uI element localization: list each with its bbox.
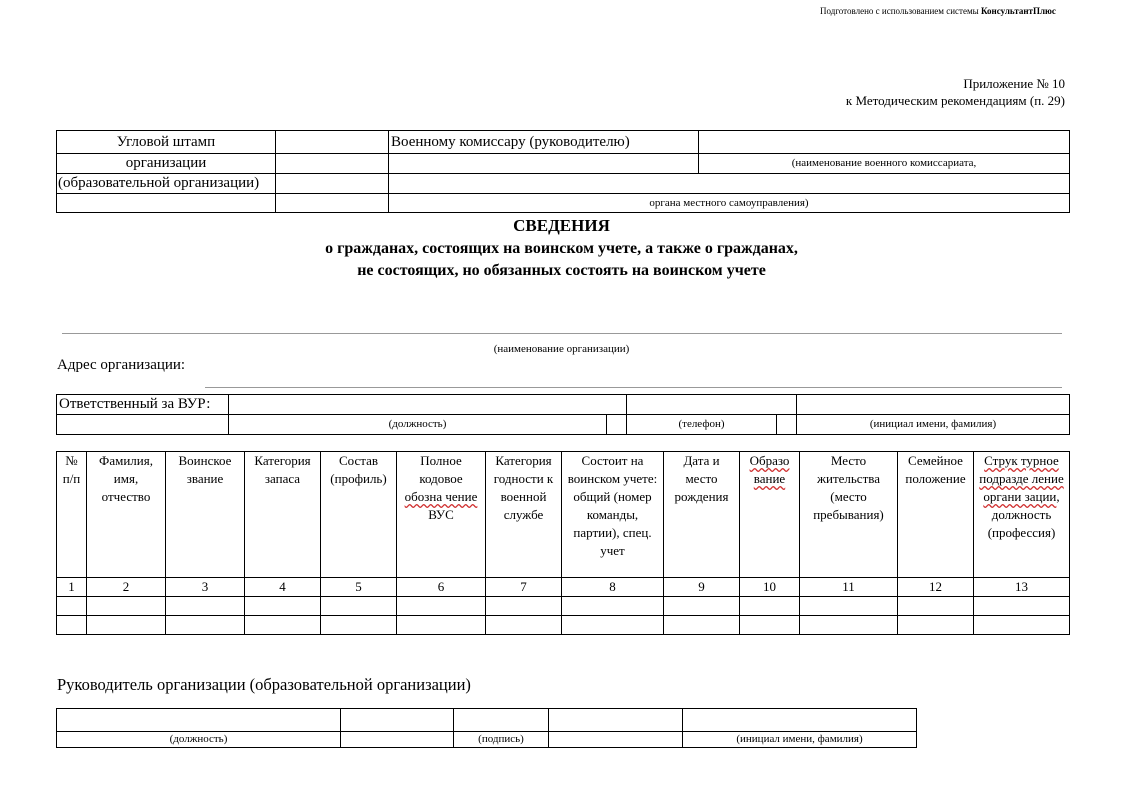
stamp-table (56, 130, 1070, 213)
header-row (57, 452, 1070, 578)
col-header-1: № п/п (57, 452, 87, 578)
director-label: Руководитель организации (образовательной организации) (57, 675, 471, 694)
col-number: 1 (57, 578, 87, 597)
director-blank-cell (341, 732, 454, 748)
table-row (57, 597, 1070, 616)
responsible-blank-cell (777, 415, 797, 435)
table-cell[interactable] (664, 616, 740, 635)
table-cell[interactable] (974, 616, 1070, 635)
col-number: 10 (740, 578, 800, 597)
col-header-5: Состав (профиль) (321, 452, 397, 578)
col-header-9: Дата и место рождения (664, 452, 740, 578)
director-position-field[interactable] (57, 709, 341, 732)
local-government-hint: органа местного самоуправления) (389, 194, 1070, 213)
col-number: 11 (800, 578, 898, 597)
table-cell[interactable] (166, 616, 245, 635)
stamp-blank-cell (276, 174, 389, 194)
table-cell[interactable] (57, 616, 87, 635)
table-cell[interactable] (898, 597, 974, 616)
table-cell[interactable] (800, 616, 898, 635)
col-number: 13 (974, 578, 1070, 597)
col-number: 9 (664, 578, 740, 597)
prepared-by-line (820, 6, 1056, 16)
col-header-7: Категория годности к военной службе (486, 452, 562, 578)
responsible-phone-field[interactable] (627, 395, 797, 415)
table-cell[interactable] (898, 616, 974, 635)
prepared-by-prefix: Подготовлено с использованием системы (820, 6, 981, 16)
table-cell[interactable] (245, 597, 321, 616)
commissariat-hint: (наименование военного комиссариата, (699, 154, 1070, 174)
director-blank-cell (549, 732, 683, 748)
org-name-line[interactable] (62, 333, 1062, 334)
director-name-hint: (инициал имени, фамилия) (683, 732, 917, 748)
table-cell[interactable] (740, 597, 800, 616)
appendix-reference: к Методическим рекомендациям (п. 29) (845, 93, 1065, 108)
col-header-4: Категория запаса (245, 452, 321, 578)
table-cell[interactable] (486, 616, 562, 635)
director-blank-cell (549, 709, 683, 732)
addressee-field[interactable] (389, 174, 1070, 194)
appendix-note (846, 75, 1065, 109)
col-number: 6 (397, 578, 486, 597)
stamp-blank-cell (57, 194, 276, 213)
col-header-11: Место жительства (место пребывания) (800, 452, 898, 578)
table-cell[interactable] (321, 616, 397, 635)
table-cell[interactable] (321, 597, 397, 616)
responsible-phone-hint: (телефон) (627, 415, 777, 435)
director-position-hint: (должность) (57, 732, 341, 748)
responsible-name-field[interactable] (797, 395, 1070, 415)
responsible-blank-cell (607, 415, 627, 435)
org-name-hint: (наименование организации) (493, 343, 630, 355)
col-number: 3 (166, 578, 245, 597)
responsible-position-field[interactable] (229, 395, 627, 415)
org-address-line[interactable] (205, 387, 1062, 388)
col-header-12: Семейное положение (898, 452, 974, 578)
table-cell[interactable] (245, 616, 321, 635)
table-cell[interactable] (562, 616, 664, 635)
director-signature-table (56, 708, 917, 748)
document-subtitle-line-1: о гражданах, состоящих на воинском учете, а также о гражданах, (325, 240, 798, 257)
col-number: 8 (562, 578, 664, 597)
document-subtitle-line-2: не состоящих, но обязанных состоять на воинском учете (357, 262, 766, 279)
table-cell[interactable] (974, 597, 1070, 616)
col-header-6: Полное кодовое обозна чение ВУС (397, 452, 486, 578)
stamp-line-1: Угловой штамп (57, 131, 276, 154)
responsible-blank-cell (57, 415, 229, 435)
stamp-line-2: организации (57, 154, 276, 174)
addressee-field[interactable] (699, 131, 1070, 154)
table-row (57, 616, 1070, 635)
col-number: 5 (321, 578, 397, 597)
responsible-name-hint: (инициал имени, фамилия) (797, 415, 1070, 435)
col-header-10: Образо вание (740, 452, 800, 578)
col-header-3: Воинское звание (166, 452, 245, 578)
col-number: 12 (898, 578, 974, 597)
director-name-field[interactable] (683, 709, 917, 732)
document-title: СВЕДЕНИЯ (513, 216, 610, 235)
table-cell[interactable] (664, 597, 740, 616)
responsible-label: Ответственный за ВУР: (57, 395, 229, 415)
table-cell[interactable] (87, 616, 166, 635)
table-cell[interactable] (397, 616, 486, 635)
director-signature-field[interactable] (454, 709, 549, 732)
table-cell[interactable] (57, 597, 87, 616)
table-cell[interactable] (87, 597, 166, 616)
responsible-position-hint: (должность) (229, 415, 607, 435)
stamp-line-3: (образовательной организации) (57, 174, 276, 194)
prepared-by-brand: КонсультантПлюс (980, 6, 1056, 16)
addressee-field[interactable] (389, 154, 699, 174)
table-cell[interactable] (166, 597, 245, 616)
stamp-blank-cell (276, 154, 389, 174)
table-cell[interactable] (740, 616, 800, 635)
director-signature-hint: (подпись) (454, 732, 549, 748)
col-number: 2 (87, 578, 166, 597)
table-cell[interactable] (800, 597, 898, 616)
column-number-row (57, 578, 1070, 597)
addressee-label: Военному комиссару (руководителю) (389, 131, 699, 154)
table-cell[interactable] (562, 597, 664, 616)
table-cell[interactable] (486, 597, 562, 616)
col-number: 4 (245, 578, 321, 597)
table-cell[interactable] (397, 597, 486, 616)
appendix-number: Приложение № 10 (963, 76, 1065, 91)
col-number: 7 (486, 578, 562, 597)
responsible-table (56, 394, 1070, 435)
citizens-table (56, 451, 1070, 635)
col-header-2: Фамилия, имя, отчество (87, 452, 166, 578)
stamp-blank-cell (276, 131, 389, 154)
director-blank-cell (341, 709, 454, 732)
stamp-blank-cell (276, 194, 389, 213)
col-header-8: Состоит на воинском учете: общий (номер команды, партии), спец. учет (562, 452, 664, 578)
org-address-label: Адрес организации: (57, 357, 186, 373)
col-header-13: Струк турное подразде ление органи зации, должность (профессия) (974, 452, 1070, 578)
